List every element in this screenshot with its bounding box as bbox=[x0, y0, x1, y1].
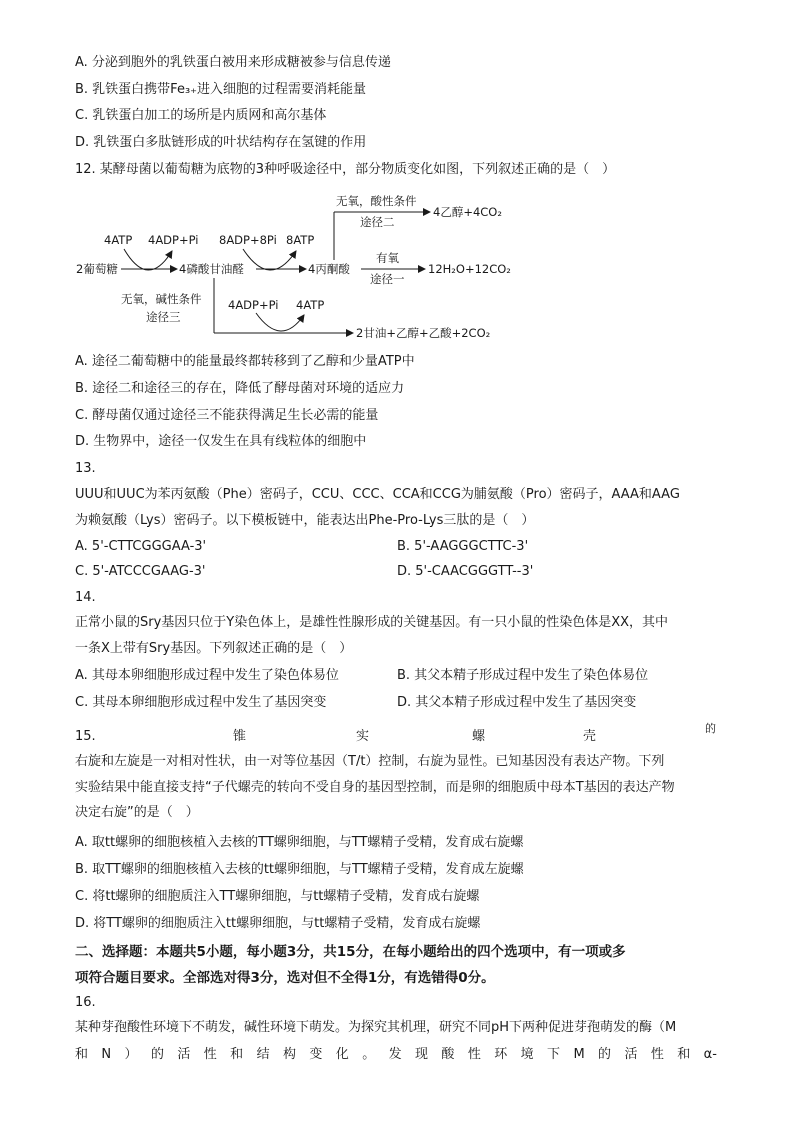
route2-product: 4乙醇+4CO₂ bbox=[433, 205, 502, 219]
q15-number: 15. bbox=[75, 729, 96, 744]
q13-stem-2: 为赖氨酸（Lys）密码子。以下模板链中，能表达出Phe-Pro-Lys三肽的是（ ） bbox=[75, 513, 535, 528]
q16-word: N bbox=[101, 1047, 112, 1062]
q16-word: 环 bbox=[494, 1047, 508, 1062]
q16-word: 的 bbox=[598, 1047, 612, 1062]
q13-option-c: C. 5'-ATCCCGAAG-3' bbox=[75, 564, 206, 579]
q11-option-d: D. 乳铁蛋白多肽链形成的叶状结构存在氢键的作用 bbox=[75, 135, 367, 150]
q16-word: 和 bbox=[230, 1047, 244, 1062]
q16-word: 构 bbox=[282, 1047, 296, 1062]
q16-word: 活 bbox=[624, 1047, 638, 1062]
pyruvate-label: 4丙酮酸 bbox=[308, 262, 350, 276]
q15-stem-4: 决定右旋”的是（ ） bbox=[75, 805, 199, 820]
q16-word: 发 bbox=[388, 1047, 402, 1062]
q14-stem-1: 正常小鼠的Sry基因只位于Y染色体上，是雄性性腺形成的关键基因。有一只小鼠的性染色体是XX，其中 bbox=[75, 615, 669, 630]
q16-word: 和 bbox=[677, 1047, 691, 1062]
q13-option-d: D. 5'-CAACGGGTT--3' bbox=[397, 564, 534, 579]
q16-word: 酸 bbox=[441, 1047, 455, 1062]
q16-word: 性 bbox=[650, 1047, 664, 1062]
q16-word: 境 bbox=[520, 1047, 534, 1062]
glucose-label: 2葡萄糖 bbox=[76, 262, 118, 276]
q13-option-a: A. 5'-CTTCGGGAA-3' bbox=[75, 539, 207, 554]
q15-word-1: 锥 bbox=[233, 729, 247, 744]
q11-option-c: C. 乳铁蛋白加工的场所是内质网和高尔基体 bbox=[75, 108, 327, 123]
g3p-label: 4磷酸甘油醛 bbox=[179, 262, 244, 276]
q12-option-c: C. 酵母菌仅通过途径三不能获得满足生长必需的能量 bbox=[75, 408, 379, 423]
route3-condition: 无氧，碱性条件 bbox=[121, 292, 202, 306]
q11-option-a: A. 分泌到胞外的乳铁蛋白被用来形成糖被参与信息传递 bbox=[75, 55, 391, 70]
q15-word-3: 螺 bbox=[472, 729, 486, 744]
atp-out-2: 8ATP bbox=[286, 233, 315, 247]
route1-name: 途径一 bbox=[370, 272, 405, 286]
q15-option-c: C. 将tt螺卵的细胞质注入TT螺卵细胞，与tt螺精子受精，发育成右旋螺 bbox=[75, 889, 480, 904]
q16-word: 性 bbox=[203, 1047, 217, 1062]
q14-option-b: B. 其父本精子形成过程中发生了染色体易位 bbox=[397, 668, 649, 683]
q15-stem-2: 右旋和左旋是一对相对性状，由一对等位基因（T/t）控制，右旋为显性。已知基因没有表达产物。下列 bbox=[75, 754, 665, 769]
q13-stem-1: UUU和UUC为苯丙氨酸（Phe）密码子，CCU、CCC、CCA和CCG为脯氨酸（Pro）密码子，AAA和AAG bbox=[75, 487, 680, 502]
route2-name: 途径二 bbox=[360, 215, 395, 229]
q14-option-d: D. 其父本精子形成过程中发生了基因突变 bbox=[397, 695, 637, 710]
q15-word-5: 的 bbox=[705, 722, 716, 735]
q12-option-d: D. 生物界中，途径一仅发生在具有线粒体的细胞中 bbox=[75, 434, 367, 449]
q13-number: 13. bbox=[75, 461, 96, 476]
q15-word-2: 实 bbox=[356, 729, 370, 744]
route2-condition: 无氧，酸性条件 bbox=[336, 194, 417, 208]
adp-out-1: 4ADP+Pi bbox=[148, 233, 199, 247]
q12-stem: 12. 某酵母菌以葡萄糖为底物的3种呼吸途径中，部分物质变化如图，下列叙述正确的是（ ） bbox=[75, 162, 616, 177]
q11-option-b: B. 乳铁蛋白携带Fe₃₊进入细胞的过程需要消耗能量 bbox=[75, 82, 367, 97]
q16-number: 16. bbox=[75, 995, 96, 1010]
q15-option-a: A. 取tt螺卵的细胞核植入去核的TT螺卵细胞，与TT螺精子受精，发育成右旋螺 bbox=[75, 835, 524, 850]
section2-heading-2: 项符合题目要求。全部选对得3分，选对但不全得1分，有选错得0分。 bbox=[75, 970, 495, 986]
q13-option-b: B. 5'-AAGGGCTTC-3' bbox=[397, 539, 529, 554]
q14-stem-2: 一条X上带有Sry基因。下列叙述正确的是（ ） bbox=[75, 641, 353, 656]
coupling-arc-1 bbox=[124, 249, 172, 270]
q16-word: 活 bbox=[177, 1047, 191, 1062]
adp-in-2: 8ADP+8Pi bbox=[219, 233, 277, 247]
q16-word: 性 bbox=[467, 1047, 481, 1062]
q16-word: 下 bbox=[547, 1047, 561, 1062]
q14-number: 14. bbox=[75, 590, 96, 605]
q16-word: 现 bbox=[415, 1047, 429, 1062]
atp-out-3: 4ATP bbox=[296, 298, 325, 312]
route3-product: 2甘油+乙醇+乙酸+2CO₂ bbox=[356, 326, 491, 340]
q15-stem-3: 实验结果中能直接支持“子代螺壳的转向不受自身的基因型控制，而是卵的细胞质中母本T基因的表达产物 bbox=[75, 780, 675, 795]
coupling-arc-3 bbox=[256, 313, 304, 331]
q16-word: 化 bbox=[335, 1047, 349, 1062]
coupling-arc-2 bbox=[243, 249, 296, 270]
q15-word-4: 壳 bbox=[583, 729, 597, 744]
q16-word: 变 bbox=[309, 1047, 323, 1062]
q16-word: 。 bbox=[362, 1047, 376, 1062]
route3-name: 途径三 bbox=[146, 310, 181, 324]
q14-option-a: A. 其母本卵细胞形成过程中发生了染色体易位 bbox=[75, 668, 339, 683]
section2-heading-1: 二、选择题：本题共5小题，每小题3分，共15分，在每小题给出的四个选项中，有一项或多 bbox=[75, 944, 626, 960]
route1-product: 12H₂O+12CO₂ bbox=[428, 262, 511, 276]
q15-option-b: B. 取TT螺卵的细胞核植入去核的tt螺卵细胞，与TT螺精子受精，发育成左旋螺 bbox=[75, 862, 524, 877]
q15-option-d: D. 将TT螺卵的细胞质注入tt螺卵细胞，与tt螺精子受精，发育成右旋螺 bbox=[75, 916, 481, 931]
q16-word: ） bbox=[124, 1047, 138, 1062]
q16-word: α- bbox=[703, 1047, 717, 1062]
q16-word: 和 bbox=[75, 1047, 89, 1062]
adp-in-3: 4ADP+Pi bbox=[228, 298, 279, 312]
q16-word: M bbox=[573, 1047, 585, 1062]
q12-option-b: B. 途径二和途径三的存在，降低了酵母菌对环境的适应力 bbox=[75, 381, 405, 396]
q16-word: 的 bbox=[150, 1047, 164, 1062]
q16-stem-1: 某种芽孢酸性环境下不萌发，碱性环境下萌发。为探究其机理，研究不同pH下两种促进芽孢萌发的酶（M bbox=[75, 1020, 677, 1035]
q16-stem-2 bbox=[75, 1046, 717, 1064]
route1-condition: 有氧 bbox=[376, 251, 399, 265]
q12-option-a: A. 途径二葡萄糖中的能量最终都转移到了乙醇和少量ATP中 bbox=[75, 354, 415, 369]
atp-in-1: 4ATP bbox=[104, 233, 133, 247]
q16-word: 结 bbox=[256, 1047, 270, 1062]
q14-option-c: C. 其母本卵细胞形成过程中发生了基因突变 bbox=[75, 695, 327, 710]
